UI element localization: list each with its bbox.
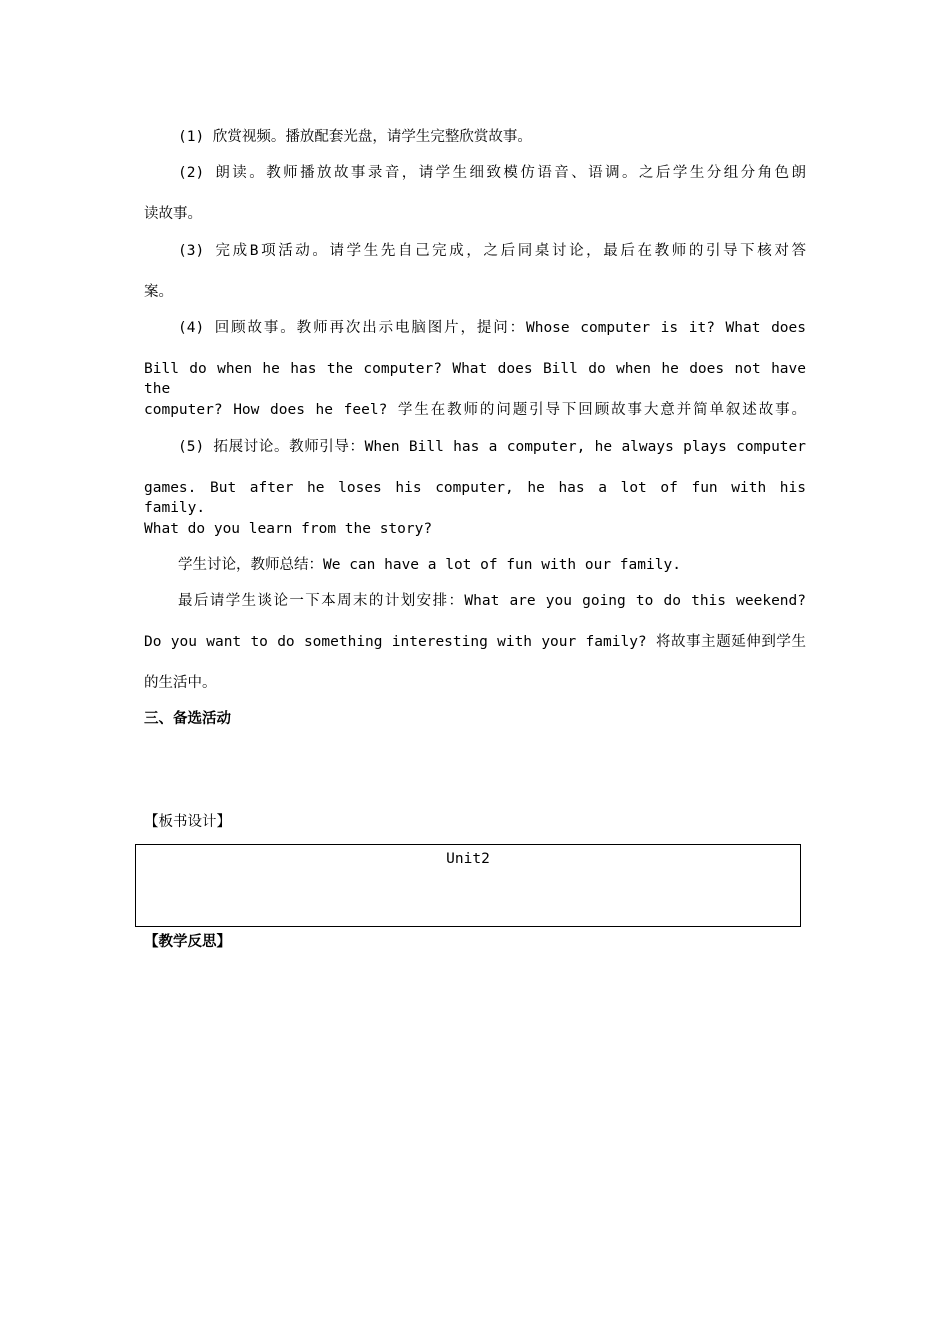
paragraph-2-line-2: 读故事。 bbox=[144, 206, 202, 222]
paragraph-7-line-1: 最后请学生谈论一下本周末的计划安排：What are you going to do this weekend? bbox=[178, 593, 806, 609]
paragraph-7-line-3: 的生活中。 bbox=[144, 675, 217, 691]
paragraph-4-line-3: computer? How does he feel? 学生在教师的问题引导下回顾故事大意并简单叙述故事。 bbox=[144, 402, 806, 418]
board-design-label: 【板书设计】 bbox=[144, 814, 231, 830]
board-design-box bbox=[135, 844, 801, 927]
paragraph-5-line-1: (5) 拓展讨论。教师引导：When Bill has a computer, he always plays computer bbox=[178, 439, 806, 455]
paragraph-4-line-1: (4) 回顾故事。教师再次出示电脑图片，提问：Whose computer is it? What does bbox=[178, 320, 806, 336]
section-heading: 三、备选活动 bbox=[144, 711, 231, 727]
paragraph-5-line-2: games. But after he loses his computer, he has a lot of fun with his family. bbox=[144, 480, 806, 516]
paragraph-1: (1) 欣赏视频。播放配套光盘，请学生完整欣赏故事。 bbox=[178, 129, 532, 145]
paragraph-4-line-2: Bill do when he has the computer? What does Bill do when he does not have the bbox=[144, 361, 806, 397]
paragraph-6: 学生讨论，教师总结：We can have a lot of fun with our family. bbox=[178, 557, 681, 573]
board-design-title: Unit2 bbox=[446, 851, 490, 867]
paragraph-3-line-1: (3) 完成B项活动。请学生先自己完成，之后同桌讨论，最后在教师的引导下核对答 bbox=[178, 243, 806, 259]
paragraph-5-line-3: What do you learn from the story? bbox=[144, 521, 433, 537]
reflection-label: 【教学反思】 bbox=[144, 934, 231, 950]
paragraph-2-line-1: (2) 朗读。教师播放故事录音，请学生细致模仿语音、语调。之后学生分组分角色朗 bbox=[178, 165, 806, 181]
paragraph-7-line-2: Do you want to do something interesting with your family? 将故事主题延伸到学生 bbox=[144, 634, 806, 650]
paragraph-3-line-2: 案。 bbox=[144, 284, 173, 300]
